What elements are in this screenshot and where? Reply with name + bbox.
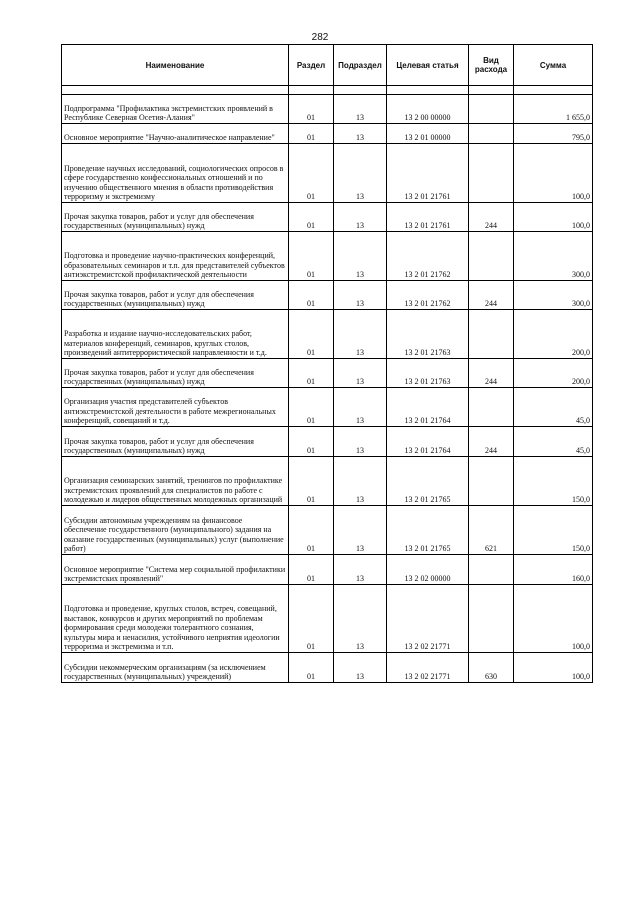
cell-target: 13 2 01 21765 [387,506,469,555]
cell-name: Организация семинарских занятий, тренингов по профилактике экстремистских проявлений для специалистов по работе с молодежью и лидеров общественных молодежных организаций [62,457,289,506]
cell-section: 01 [289,388,334,427]
cell-amount: 300,0 [514,281,593,310]
table-row [62,359,593,388]
cell-target: 13 2 01 21763 [387,359,469,388]
table-row [62,310,593,359]
cell-section: 01 [289,585,334,653]
cell-subsection: 13 [334,310,387,359]
table-row [62,95,593,124]
cell-expense-type [469,457,514,506]
cell-name: Подготовка и проведение научно-практических конференций, образовательных семинаров и т.п. для представителей субъектов антиэкстремистской профилактической деятельности [62,232,289,281]
cell-target: 13 2 01 21761 [387,144,469,203]
cell-amount: 200,0 [514,359,593,388]
cell-name: Прочая закупка товаров, работ и услуг для обеспечения государственных (муниципальных) нужд [62,427,289,457]
cell-target: 13 2 01 21764 [387,427,469,457]
cell-subsection: 13 [334,506,387,555]
cell-expense-type [469,585,514,653]
table-row [62,506,593,555]
cell-section: 01 [289,310,334,359]
cell-subsection: 13 [334,388,387,427]
cell-subsection: 13 [334,124,387,144]
cell-subsection: 13 [334,427,387,457]
cell-target: 13 2 01 21764 [387,388,469,427]
cell-expense-type [469,232,514,281]
table-row [62,388,593,427]
table-row [62,585,593,653]
cell-expense-type [469,555,514,585]
cell-expense-type: 244 [469,281,514,310]
cell-target: 13 2 01 21763 [387,310,469,359]
cell-subsection: 13 [334,653,387,683]
cell-target: 13 2 01 00000 [387,124,469,144]
cell-expense-type [469,388,514,427]
cell-target: 13 2 01 21761 [387,203,469,232]
cell-name: Прочая закупка товаров, работ и услуг для обеспечения государственных (муниципальных) нужд [62,359,289,388]
cell-target: 13 2 00 00000 [387,95,469,124]
cell-expense-type: 630 [469,653,514,683]
cell-amount: 150,0 [514,506,593,555]
cell-subsection: 13 [334,555,387,585]
cell-section: 01 [289,203,334,232]
cell-expense-type [469,124,514,144]
cell-amount: 100,0 [514,144,593,203]
cell-subsection: 13 [334,457,387,506]
cell-amount: 100,0 [514,653,593,683]
cell-amount: 160,0 [514,555,593,585]
cell-expense-type: 244 [469,359,514,388]
cell-amount: 45,0 [514,388,593,427]
budget-table [61,44,593,683]
cell-expense-type: 621 [469,506,514,555]
cell-name: Подпрограмма "Профилактика экстремистских проявлений в Республике Северная Осетия-Алания" [62,95,289,124]
cell-section: 01 [289,124,334,144]
cell-amount: 150,0 [514,457,593,506]
cell-target: 13 2 01 21765 [387,457,469,506]
cell-name: Прочая закупка товаров, работ и услуг для обеспечения государственных (муниципальных) нужд [62,281,289,310]
table-row [62,144,593,203]
table-row [62,653,593,683]
table-row [62,555,593,585]
table-row [62,232,593,281]
table-body [62,86,593,683]
cell-amount: 45,0 [514,427,593,457]
cell-section: 01 [289,457,334,506]
cell-section: 01 [289,506,334,555]
table-row [62,124,593,144]
cell-name: Основное мероприятие "Система мер социальной профилактики экстремистских проявлений" [62,555,289,585]
cell-amount: 200,0 [514,310,593,359]
cell-section: 01 [289,144,334,203]
cell-section: 01 [289,427,334,457]
page-number: 282 [311,32,329,43]
cell-expense-type [469,310,514,359]
cell-name: Субсидии некоммерческим организациям (за исключением государственных (муниципальных) учреждений) [62,653,289,683]
cell-section: 01 [289,232,334,281]
cell-subsection: 13 [334,232,387,281]
cell-amount: 100,0 [514,203,593,232]
cell-section: 01 [289,95,334,124]
header-section: Раздел [289,45,334,86]
header-expense-type: Вид расхода [469,45,514,86]
cell-name: Разработка и издание научно-исследовательских работ, материалов конференций, семинаров, круглых столов, произведений антитеррористической направленности и т.д. [62,310,289,359]
cell-expense-type [469,144,514,203]
cell-section: 01 [289,281,334,310]
cell-name: Основное мероприятие "Научно-аналитическое направление" [62,124,289,144]
cell-target: 13 2 02 00000 [387,555,469,585]
header-subsection: Подраздел [334,45,387,86]
cell-section: 01 [289,359,334,388]
cell-name: Проведение научных исследований, социологических опросов в сфере государственно конфессиональных отношений и по изучению общественного мнения в области противодействия терроризму и экстремизму [62,144,289,203]
table-row [62,281,593,310]
cell-target: 13 2 02 21771 [387,653,469,683]
cell-target: 13 2 01 21762 [387,232,469,281]
header-name: Наименование [62,45,289,86]
cell-name: Субсидии автономным учреждениям на финансовое обеспечение государственного (муниципального) задания на оказание государственных (муниципальных) услуг (выполнение работ) [62,506,289,555]
header-amount: Сумма [514,45,593,86]
cell-subsection: 13 [334,144,387,203]
cell-amount: 100,0 [514,585,593,653]
cell-target: 13 2 02 21771 [387,585,469,653]
cell-subsection: 13 [334,359,387,388]
table-header-row [62,45,593,86]
table-row [62,427,593,457]
cell-name: Подготовка и проведение, круглых столов, встреч, совещаний, выставок, конкурсов и других мероприятий по проблемам формирования среди молодежи толерантного сознания, культуры мира и ненасилия, устойчивого неприятия идеологии терроризма и экстремизма и т.п. [62,585,289,653]
header-target: Целевая статья [387,45,469,86]
cell-expense-type [469,95,514,124]
cell-amount: 1 655,0 [514,95,593,124]
spacer-row [62,86,593,95]
table-row [62,203,593,232]
cell-target: 13 2 01 21762 [387,281,469,310]
cell-name: Прочая закупка товаров, работ и услуг для обеспечения государственных (муниципальных) нужд [62,203,289,232]
cell-subsection: 13 [334,281,387,310]
cell-name: Организация участия представителей субъектов антиэкстремистской деятельности в работе межрегиональных конференций, совещаний и т.д. [62,388,289,427]
table-row [62,457,593,506]
cell-amount: 795,0 [514,124,593,144]
cell-subsection: 13 [334,203,387,232]
cell-section: 01 [289,653,334,683]
cell-amount: 300,0 [514,232,593,281]
cell-subsection: 13 [334,585,387,653]
cell-subsection: 13 [334,95,387,124]
cell-section: 01 [289,555,334,585]
cell-expense-type: 244 [469,203,514,232]
cell-expense-type: 244 [469,427,514,457]
